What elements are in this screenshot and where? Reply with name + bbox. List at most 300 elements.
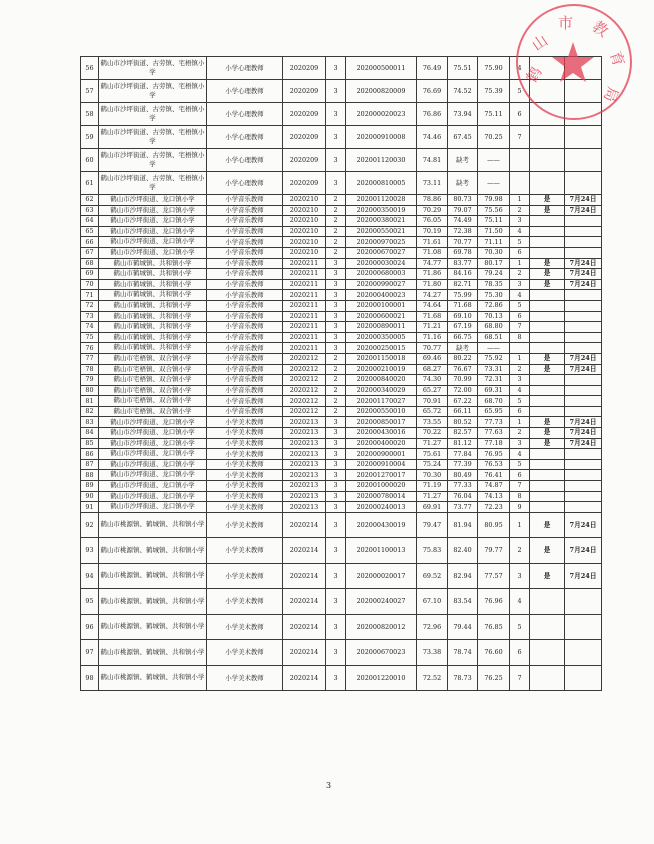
medical-check (530, 665, 565, 691)
post-name: 小学音乐教师 (207, 364, 283, 375)
rank: 6 (510, 640, 530, 666)
check-date (565, 589, 602, 615)
check-date (565, 311, 602, 322)
post-code: 2020211 (283, 322, 326, 333)
hire-count: 3 (326, 80, 346, 103)
check-date (565, 481, 602, 492)
interview-score: 71.68 (448, 300, 478, 311)
check-date: 7月24日 (565, 512, 602, 538)
hire-count: 3 (326, 470, 346, 481)
interview-score: 缺考 (448, 149, 478, 172)
ticket-number: 202000030024 (346, 258, 417, 269)
post-code: 2020214 (283, 640, 326, 666)
post-name: 小学心理教师 (207, 149, 283, 172)
school-name: 鹤山市宅梧镇、双合镇小学 (99, 385, 207, 396)
written-score: 74.30 (417, 375, 448, 386)
medical-check: 是 (530, 438, 565, 449)
school-name: 鹤山市鹤城镇、共和镇小学 (99, 269, 207, 280)
written-score: 74.81 (417, 149, 448, 172)
post-code: 2020210 (283, 205, 326, 216)
written-score: 76.86 (417, 103, 448, 126)
table-row (81, 449, 602, 460)
rank (510, 172, 530, 195)
written-score: 75.24 (417, 459, 448, 470)
rank: 9 (510, 502, 530, 513)
school-name: 鹤山市沙坪街道、龙口镇小学 (99, 459, 207, 470)
table-row (81, 126, 602, 149)
total-score: 75.92 (478, 353, 510, 364)
written-score: 71.19 (417, 481, 448, 492)
row-number: 62 (81, 195, 99, 206)
post-code: 2020210 (283, 226, 326, 237)
interview-score: 76.04 (448, 491, 478, 502)
school-name: 鹤山市鹤城镇、共和镇小学 (99, 290, 207, 301)
medical-check (530, 57, 565, 80)
written-score: 74.64 (417, 300, 448, 311)
rank: 1 (510, 417, 530, 428)
ticket-number: 202000680003 (346, 269, 417, 280)
total-score: 76.60 (478, 640, 510, 666)
post-name: 小学音乐教师 (207, 279, 283, 290)
interview-score: 73.94 (448, 103, 478, 126)
interview-score: 80.52 (448, 417, 478, 428)
medical-check: 是 (530, 205, 565, 216)
post-name: 小学美术教师 (207, 502, 283, 513)
post-name: 小学美术教师 (207, 665, 283, 691)
post-code: 2020210 (283, 195, 326, 206)
check-date (565, 640, 602, 666)
row-number: 63 (81, 205, 99, 216)
table-row (81, 103, 602, 126)
interview-score: 83.54 (448, 589, 478, 615)
interview-score: 70.99 (448, 375, 478, 386)
table-row (81, 364, 602, 375)
hire-count: 3 (326, 149, 346, 172)
ticket-number: 202000430019 (346, 512, 417, 538)
school-name: 鹤山市沙坪街道、龙口镇小学 (99, 438, 207, 449)
check-date (565, 385, 602, 396)
post-name: 小学音乐教师 (207, 237, 283, 248)
post-code: 2020210 (283, 237, 326, 248)
hire-count: 3 (326, 311, 346, 322)
check-date (565, 149, 602, 172)
post-name: 小学音乐教师 (207, 322, 283, 333)
interview-score: 84.16 (448, 269, 478, 280)
medical-check (530, 343, 565, 354)
medical-check (530, 226, 565, 237)
school-name: 鹤山市桃源镇、鹤城镇、共和镇小学 (99, 640, 207, 666)
table-row (81, 195, 602, 206)
ticket-number: 202000550010 (346, 406, 417, 417)
row-number: 80 (81, 385, 99, 396)
rank: 2 (510, 269, 530, 280)
check-date (565, 332, 602, 343)
check-date (565, 491, 602, 502)
post-name: 小学美术教师 (207, 563, 283, 589)
check-date (565, 470, 602, 481)
check-date: 7月24日 (565, 364, 602, 375)
school-name: 鹤山市桃源镇、鹤城镇、共和镇小学 (99, 563, 207, 589)
medical-check: 是 (530, 364, 565, 375)
seal-char: 市 (558, 14, 574, 32)
school-name: 鹤山市宅梧镇、双合镇小学 (99, 353, 207, 364)
rank: 1 (510, 353, 530, 364)
written-score: 74.46 (417, 126, 448, 149)
medical-check (530, 491, 565, 502)
table-row (81, 512, 602, 538)
ticket-number: 202000990027 (346, 279, 417, 290)
post-name: 小学音乐教师 (207, 226, 283, 237)
total-score: 75.39 (478, 80, 510, 103)
medical-check (530, 80, 565, 103)
table-row (81, 459, 602, 470)
rank: 8 (510, 491, 530, 502)
interview-score: 73.77 (448, 502, 478, 513)
total-score: 72.23 (478, 502, 510, 513)
table-row (81, 396, 602, 407)
post-code: 2020213 (283, 438, 326, 449)
row-number: 61 (81, 172, 99, 195)
row-number: 72 (81, 300, 99, 311)
interview-score: 78.73 (448, 665, 478, 691)
rank (510, 343, 530, 354)
post-code: 2020213 (283, 481, 326, 492)
ticket-number: 202001150018 (346, 353, 417, 364)
written-score: 72.96 (417, 614, 448, 640)
check-date (565, 290, 602, 301)
post-name: 小学美术教师 (207, 481, 283, 492)
medical-check: 是 (530, 258, 565, 269)
interview-score: 74.52 (448, 80, 478, 103)
row-number: 65 (81, 226, 99, 237)
school-name: 鹤山市沙坪街道、龙口镇小学 (99, 237, 207, 248)
interview-score: 81.94 (448, 512, 478, 538)
hire-count: 3 (326, 428, 346, 439)
ticket-number: 202000250015 (346, 343, 417, 354)
medical-check (530, 449, 565, 460)
post-name: 小学美术教师 (207, 438, 283, 449)
school-name: 鹤山市沙坪街道、古劳镇、宅梧镇小学 (99, 57, 207, 80)
rank: 3 (510, 438, 530, 449)
check-date (565, 502, 602, 513)
rank: 3 (510, 216, 530, 227)
rank: 5 (510, 80, 530, 103)
written-score: 70.19 (417, 226, 448, 237)
check-date (565, 57, 602, 80)
total-score: 68.80 (478, 322, 510, 333)
interview-score: 69.10 (448, 311, 478, 322)
check-date (565, 237, 602, 248)
rank: 4 (510, 226, 530, 237)
medical-check (530, 589, 565, 615)
rank: 5 (510, 459, 530, 470)
post-name: 小学美术教师 (207, 491, 283, 502)
row-number: 76 (81, 343, 99, 354)
check-date (565, 396, 602, 407)
ticket-number: 202000900001 (346, 449, 417, 460)
interview-score: 70.77 (448, 237, 478, 248)
post-code: 2020213 (283, 491, 326, 502)
row-number: 67 (81, 247, 99, 258)
post-name: 小学音乐教师 (207, 332, 283, 343)
hire-count: 3 (326, 512, 346, 538)
interview-score: 77.84 (448, 449, 478, 460)
medical-check (530, 300, 565, 311)
written-score: 71.86 (417, 269, 448, 280)
ticket-number: 202001120028 (346, 195, 417, 206)
post-name: 小学音乐教师 (207, 396, 283, 407)
ticket-number: 202000820012 (346, 614, 417, 640)
table-row (81, 470, 602, 481)
rank: 6 (510, 470, 530, 481)
interview-score: 74.49 (448, 216, 478, 227)
table-row (81, 269, 602, 280)
ticket-number: 202001120030 (346, 149, 417, 172)
interview-score: 77.39 (448, 459, 478, 470)
medical-check: 是 (530, 428, 565, 439)
ticket-number: 202000840020 (346, 375, 417, 386)
post-code: 2020212 (283, 375, 326, 386)
table-row (81, 343, 602, 354)
total-score: 80.95 (478, 512, 510, 538)
medical-check (530, 332, 565, 343)
written-score: 71.27 (417, 438, 448, 449)
post-code: 2020211 (283, 269, 326, 280)
table-row (81, 640, 602, 666)
hire-count: 3 (326, 300, 346, 311)
post-code: 2020213 (283, 428, 326, 439)
post-code: 2020210 (283, 216, 326, 227)
post-code: 2020211 (283, 290, 326, 301)
written-score: 70.22 (417, 428, 448, 439)
row-number: 90 (81, 491, 99, 502)
ticket-number: 202000380021 (346, 216, 417, 227)
school-name: 鹤山市桃源镇、鹤城镇、共和镇小学 (99, 512, 207, 538)
ticket-number: 202000100001 (346, 300, 417, 311)
total-score: 77.18 (478, 438, 510, 449)
row-number: 71 (81, 290, 99, 301)
rank: 6 (510, 103, 530, 126)
ticket-number: 202000240027 (346, 589, 417, 615)
check-date (565, 449, 602, 460)
row-number: 78 (81, 364, 99, 375)
hire-count: 3 (326, 269, 346, 280)
seal-char: 局 (600, 84, 623, 105)
hire-count: 3 (326, 438, 346, 449)
total-score: 75.11 (478, 103, 510, 126)
school-name: 鹤山市宅梧镇、双合镇小学 (99, 364, 207, 375)
hire-count: 2 (326, 385, 346, 396)
check-date: 7月24日 (565, 563, 602, 589)
post-code: 2020211 (283, 258, 326, 269)
medical-check (530, 126, 565, 149)
post-code: 2020211 (283, 311, 326, 322)
hire-count: 2 (326, 375, 346, 386)
post-code: 2020214 (283, 563, 326, 589)
post-name: 小学音乐教师 (207, 216, 283, 227)
medical-check (530, 385, 565, 396)
school-name: 鹤山市沙坪街道、龙口镇小学 (99, 470, 207, 481)
written-score: 79.47 (417, 512, 448, 538)
seal-char: 教 (588, 17, 612, 41)
check-date: 7月24日 (565, 417, 602, 428)
hire-count: 3 (326, 126, 346, 149)
ticket-number: 202000400023 (346, 290, 417, 301)
post-name: 小学音乐教师 (207, 343, 283, 354)
check-date (565, 80, 602, 103)
post-code: 2020209 (283, 172, 326, 195)
medical-check (530, 172, 565, 195)
total-score: 77.63 (478, 428, 510, 439)
written-score: 76.69 (417, 80, 448, 103)
table-row (81, 216, 602, 227)
school-name: 鹤山市桃源镇、鹤城镇、共和镇小学 (99, 589, 207, 615)
post-code: 2020209 (283, 80, 326, 103)
post-code: 2020214 (283, 512, 326, 538)
interview-score: 79.44 (448, 614, 478, 640)
rank: 1 (510, 195, 530, 206)
check-date: 7月24日 (565, 258, 602, 269)
total-score: 70.30 (478, 247, 510, 258)
rank: 2 (510, 205, 530, 216)
hire-count: 2 (326, 237, 346, 248)
medical-check (530, 614, 565, 640)
table-row (81, 279, 602, 290)
post-name: 小学美术教师 (207, 470, 283, 481)
row-number: 68 (81, 258, 99, 269)
table-row (81, 417, 602, 428)
rank: 6 (510, 311, 530, 322)
written-score: 78.86 (417, 195, 448, 206)
table-row (81, 481, 602, 492)
ticket-number: 202000850017 (346, 417, 417, 428)
row-number: 74 (81, 322, 99, 333)
row-number: 86 (81, 449, 99, 460)
interview-score: 67.22 (448, 396, 478, 407)
written-score: 65.72 (417, 406, 448, 417)
row-number: 56 (81, 57, 99, 80)
written-score: 75.83 (417, 538, 448, 564)
written-score: 75.61 (417, 449, 448, 460)
medical-check (530, 470, 565, 481)
post-name: 小学美术教师 (207, 589, 283, 615)
post-name: 小学音乐教师 (207, 258, 283, 269)
row-number: 81 (81, 396, 99, 407)
rank: 6 (510, 247, 530, 258)
rank: 4 (510, 290, 530, 301)
row-number: 97 (81, 640, 99, 666)
interview-score: 83.77 (448, 258, 478, 269)
hire-count: 3 (326, 640, 346, 666)
school-name: 鹤山市沙坪街道、龙口镇小学 (99, 195, 207, 206)
post-name: 小学美术教师 (207, 640, 283, 666)
school-name: 鹤山市桃源镇、鹤城镇、共和镇小学 (99, 538, 207, 564)
total-score: 75.30 (478, 290, 510, 301)
post-name: 小学音乐教师 (207, 300, 283, 311)
interview-score: 75.99 (448, 290, 478, 301)
post-code: 2020214 (283, 614, 326, 640)
medical-check (530, 481, 565, 492)
post-code: 2020210 (283, 247, 326, 258)
total-score: 75.11 (478, 216, 510, 227)
medical-check (530, 406, 565, 417)
total-score: 80.17 (478, 258, 510, 269)
interview-score: 79.07 (448, 205, 478, 216)
row-number: 60 (81, 149, 99, 172)
interview-score: 82.94 (448, 563, 478, 589)
total-score: 70.25 (478, 126, 510, 149)
row-number: 66 (81, 237, 99, 248)
post-code: 2020209 (283, 103, 326, 126)
check-date: 7月24日 (565, 279, 602, 290)
medical-check (530, 103, 565, 126)
interview-score: 80.73 (448, 195, 478, 206)
check-date (565, 375, 602, 386)
rank: 5 (510, 237, 530, 248)
total-score: 68.51 (478, 332, 510, 343)
interview-score: 67.45 (448, 126, 478, 149)
row-number: 57 (81, 80, 99, 103)
rank: 7 (510, 481, 530, 492)
check-date (565, 614, 602, 640)
school-name: 鹤山市宅梧镇、双合镇小学 (99, 406, 207, 417)
medical-check (530, 322, 565, 333)
post-code: 2020213 (283, 459, 326, 470)
row-number: 91 (81, 502, 99, 513)
hire-count: 2 (326, 353, 346, 364)
table-row (81, 258, 602, 269)
total-score: 73.31 (478, 364, 510, 375)
post-code: 2020213 (283, 470, 326, 481)
post-name: 小学音乐教师 (207, 290, 283, 301)
hire-count: 2 (326, 226, 346, 237)
rank: 3 (510, 375, 530, 386)
total-score: 75.90 (478, 57, 510, 80)
post-code: 2020212 (283, 364, 326, 375)
written-score: 72.52 (417, 665, 448, 691)
rank: 1 (510, 258, 530, 269)
post-name: 小学心理教师 (207, 126, 283, 149)
ticket-number: 202000350019 (346, 205, 417, 216)
interview-score: 82.71 (448, 279, 478, 290)
total-score: 75.56 (478, 205, 510, 216)
post-code: 2020211 (283, 343, 326, 354)
medical-check (530, 290, 565, 301)
medical-check: 是 (530, 512, 565, 538)
rank: 6 (510, 406, 530, 417)
row-number: 94 (81, 563, 99, 589)
total-score: 78.35 (478, 279, 510, 290)
row-number: 79 (81, 375, 99, 386)
hire-count: 3 (326, 491, 346, 502)
rank: 4 (510, 57, 530, 80)
written-score: 74.77 (417, 258, 448, 269)
total-score: 76.96 (478, 589, 510, 615)
table-row (81, 80, 602, 103)
written-score: 71.68 (417, 311, 448, 322)
hire-count: 2 (326, 396, 346, 407)
medical-check: 是 (530, 353, 565, 364)
check-date (565, 247, 602, 258)
school-name: 鹤山市桃源镇、鹤城镇、共和镇小学 (99, 614, 207, 640)
ticket-number: 202000970025 (346, 237, 417, 248)
row-number: 87 (81, 459, 99, 470)
interview-score: 80.49 (448, 470, 478, 481)
rank: 4 (510, 589, 530, 615)
hire-count: 3 (326, 332, 346, 343)
total-score: 79.98 (478, 195, 510, 206)
ticket-number: 202000820009 (346, 80, 417, 103)
